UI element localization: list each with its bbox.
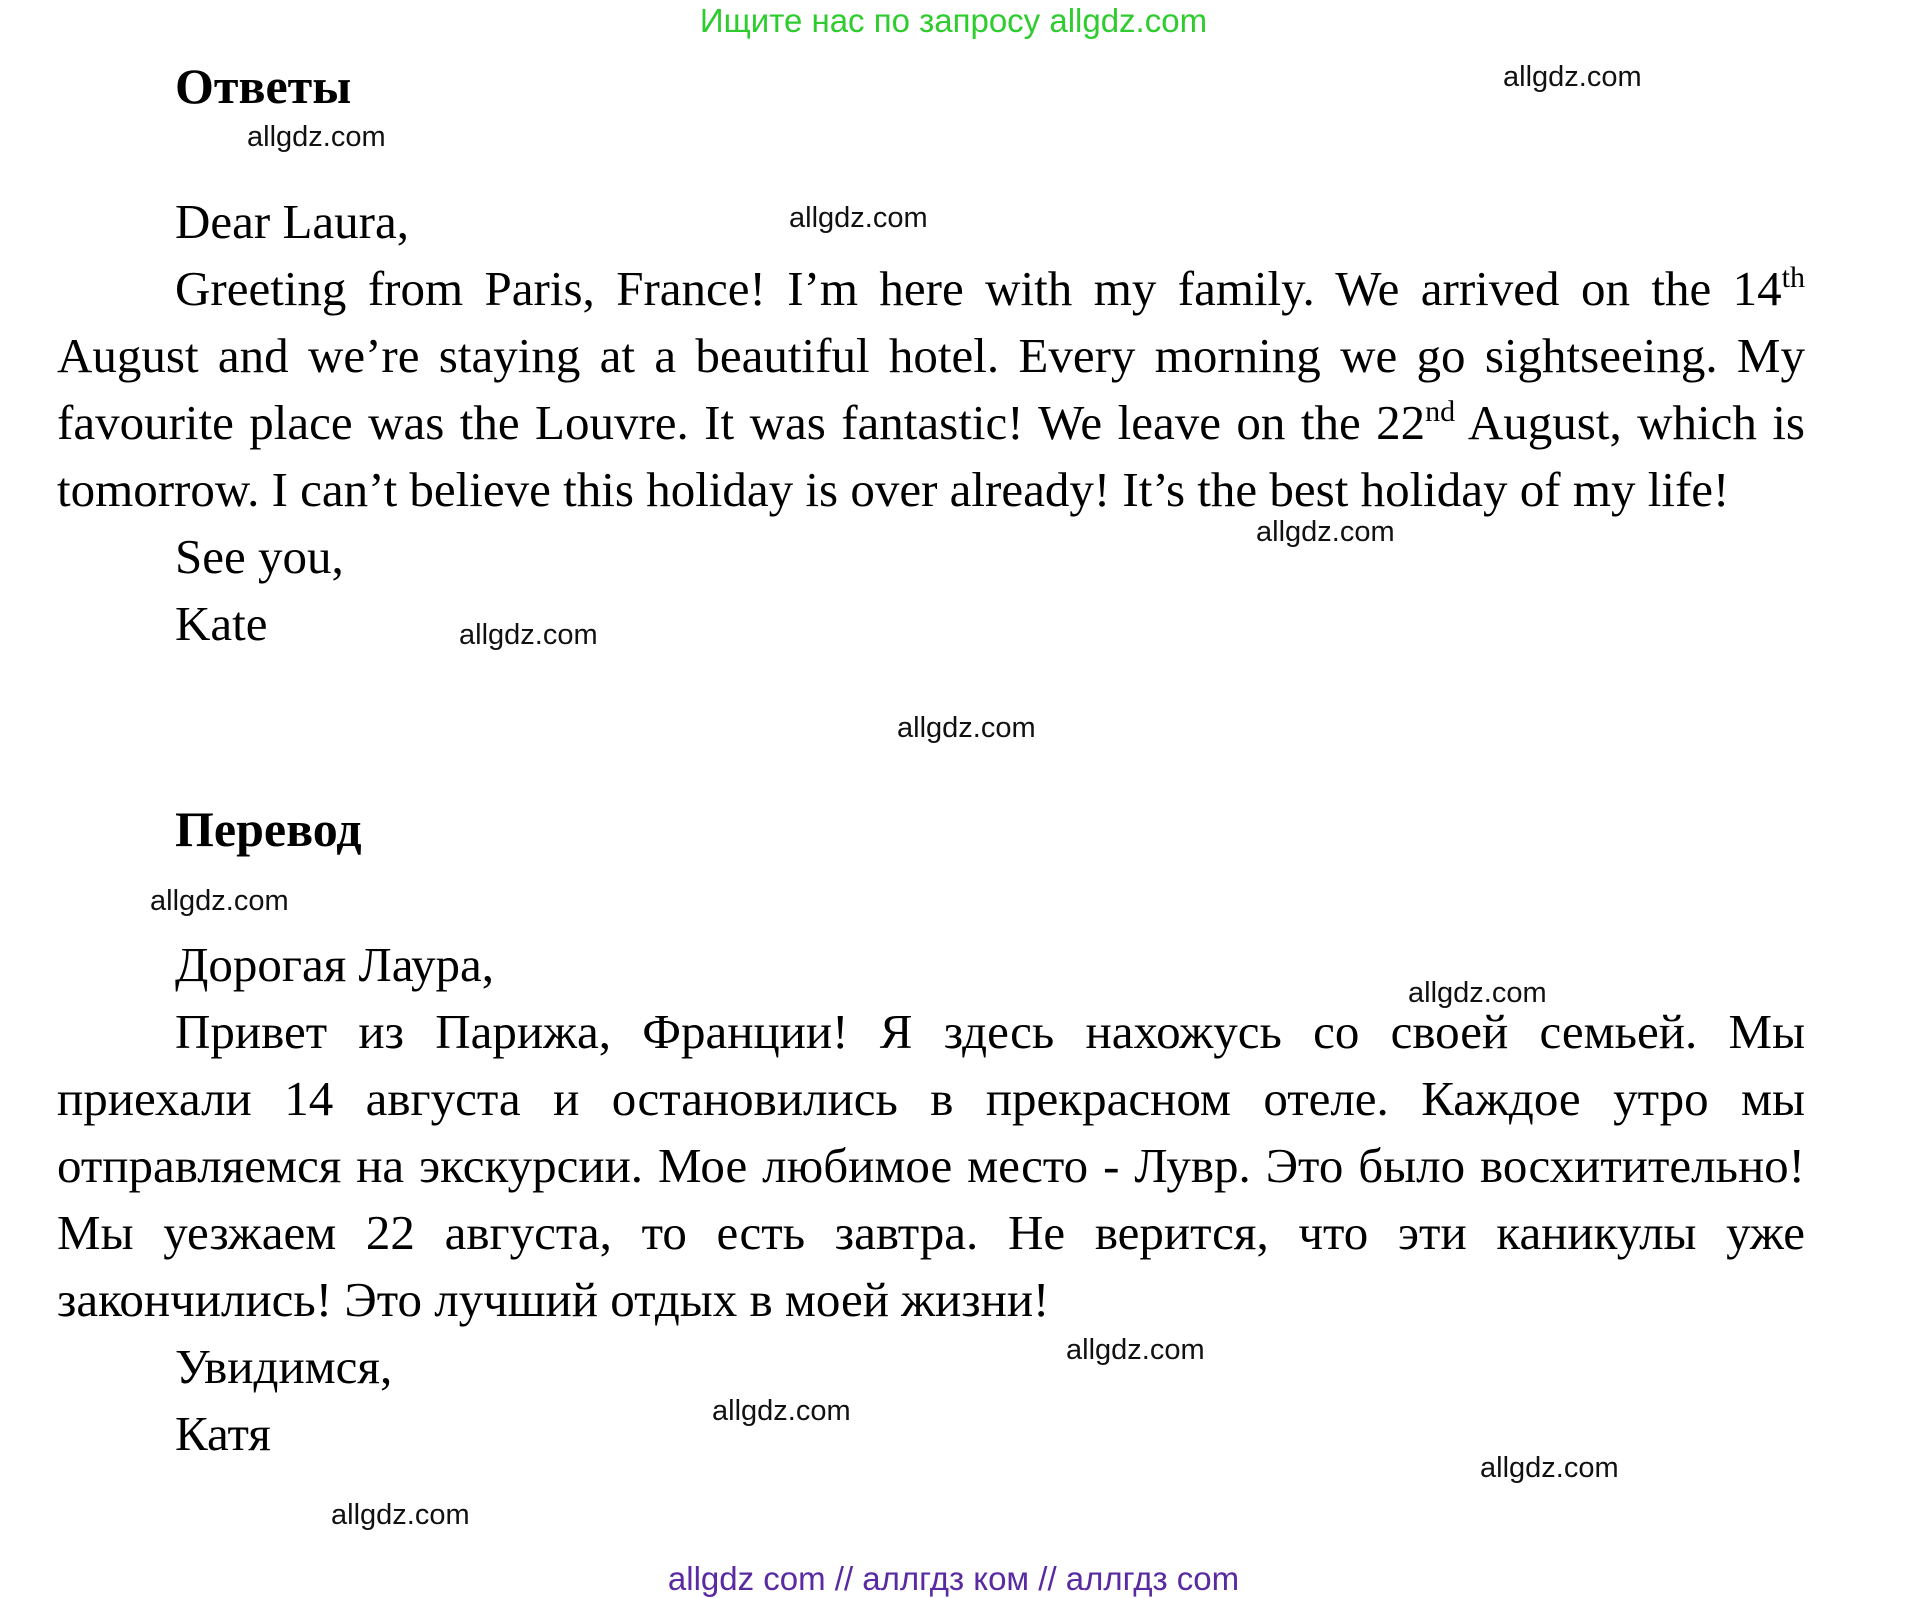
watermark: allgdz.com [789,202,928,234]
top-banner: Ищите нас по запросу allgdz.com [699,2,1208,39]
body-text: August, which is tomorrow. I can’t believe this holiday is over already! It’s the best holiday of my life! [57,395,1806,517]
watermark: allgdz.com [712,1395,851,1427]
watermark: allgdz.com [331,1499,470,1531]
watermark: allgdz.com [247,121,386,153]
watermark: allgdz.com [459,619,598,651]
watermark: allgdz.com [1503,61,1642,93]
letter-body: Привет из Парижа, Франции! Я здесь нахожусь со своей семьей. Мы приехали 14 августа и остановились в прекрасном отеле. Каждое утро мы отправляемся на экскурсии. Мое любимое место - Лувр. Это было восхитительно! Мы уезжаем 22 августа, то есть завтра. Не верится, что эти каникулы уже закончились! Это лучший отдых в моей жизни! [57,1004,1805,1327]
watermark: allgdz.com [1480,1452,1619,1484]
body-text: August and we’re staying at a beautiful hotel. Every morning we go sightseeing. My favourite place was the Louvre. It was fantastic! We leave on the 22 [57,328,1805,450]
body-text: Greeting from Paris, France! I’m here with my family. We arrived on the 14 [175,261,1782,316]
letter-signature: Kate [175,596,268,651]
letter-signature: Катя [175,1406,271,1461]
footer-links: allgdz com // аллгдз ком // аллгдз com [667,1560,1240,1597]
watermark: allgdz.com [1066,1334,1205,1366]
letter-closing: See you, [175,529,344,584]
watermark: allgdz.com [1256,516,1395,548]
letter-body [57,255,1805,523]
letter-closing: Увидимся, [175,1339,393,1394]
letter-greeting: Дорогая Лаура, [175,937,495,992]
ordinal-suffix: th [1781,261,1805,294]
letter-greeting: Dear Laura, [175,194,409,249]
answers-letter [57,188,1805,657]
translation-heading: Перевод [175,801,362,857]
watermark: allgdz.com [1408,977,1547,1009]
translation-letter [57,931,1805,1467]
watermark: allgdz.com [150,885,289,917]
ordinal-suffix: nd [1425,395,1456,428]
answers-heading: Ответы [175,58,352,114]
watermark: allgdz.com [897,712,1036,744]
